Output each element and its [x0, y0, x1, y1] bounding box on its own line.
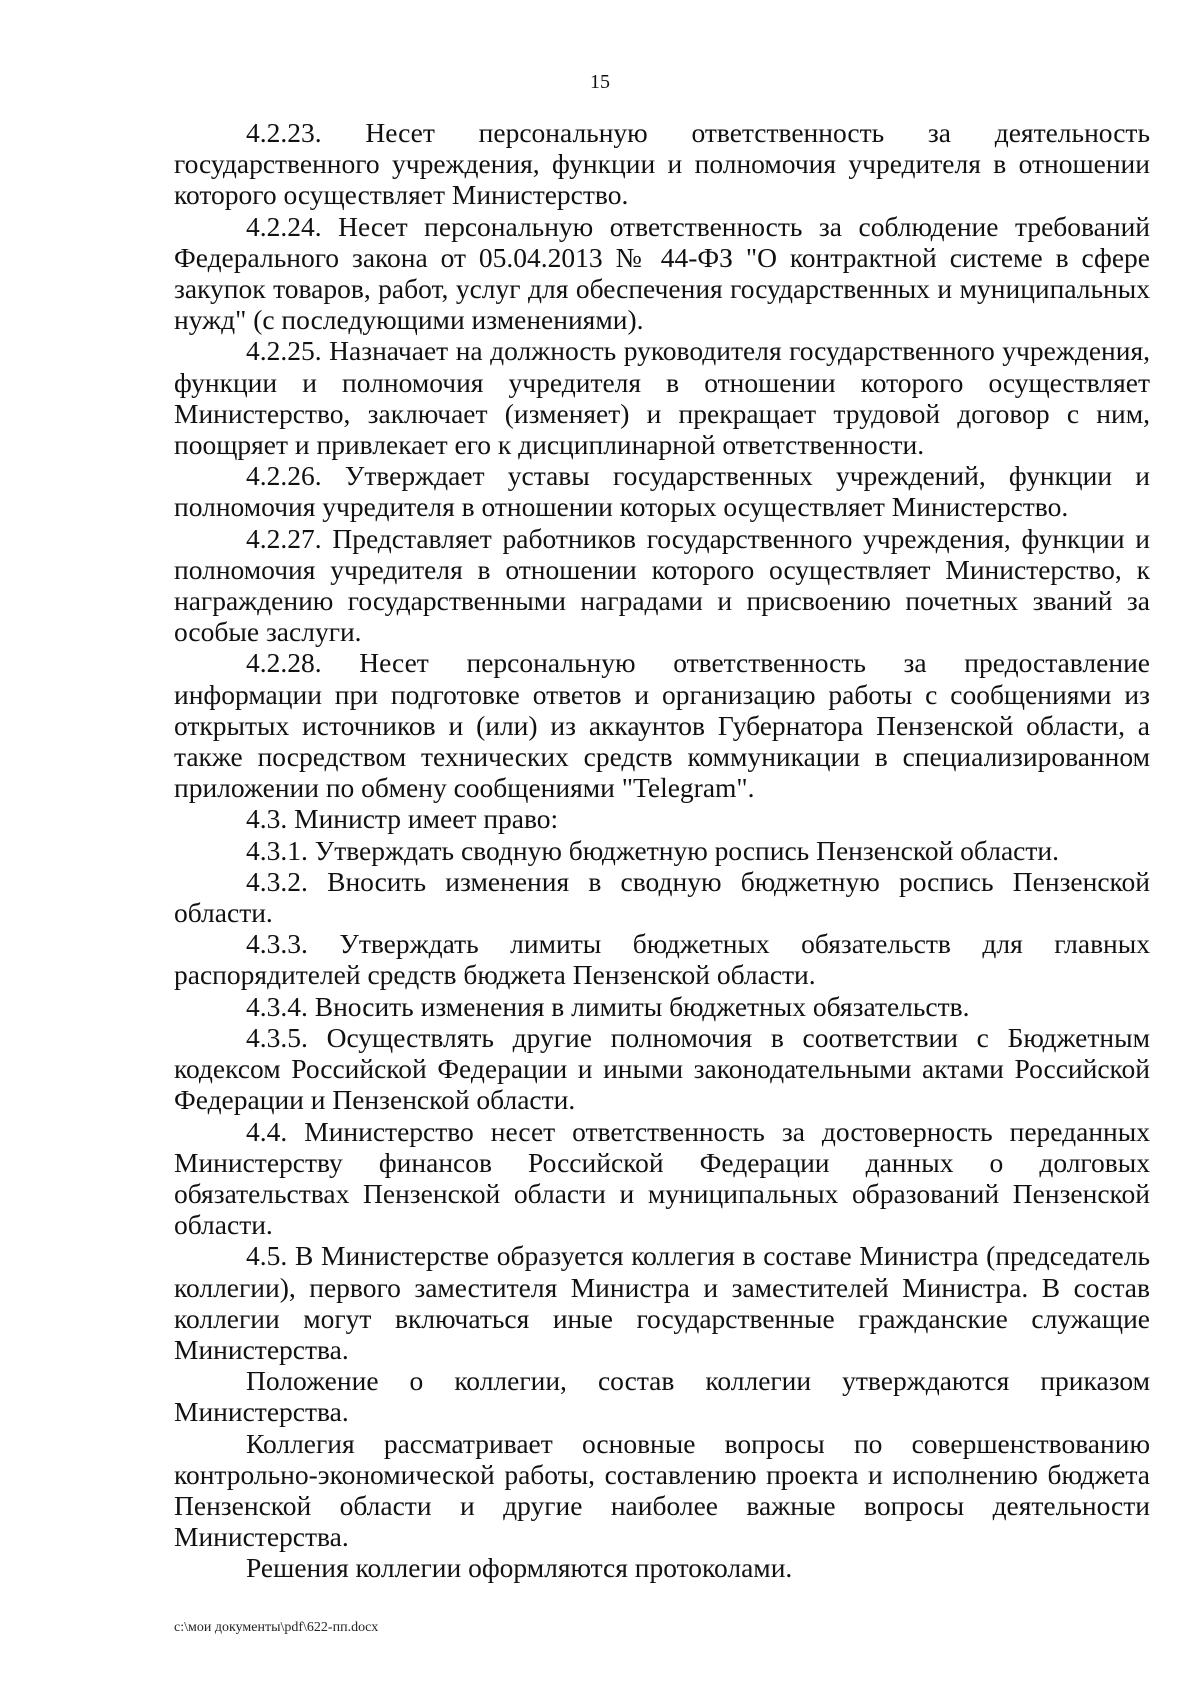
- paragraph-collegium-scope: Коллегия рассматривает основные вопросы по совершенствованию контрольно-экономической работы, составлению проекта и исполнению бюджета Пензенской области и другие наиболее важные вопросы деятельности Министерства.: [174, 1427, 1150, 1553]
- paragraph-4-2-26: 4.2.26. Утверждает уставы государственных учреждений, функции и полномочия учредителя в отношении которых осуществляет Министерство.: [174, 460, 1150, 523]
- paragraph-4-3-3: 4.3.3. Утверждать лимиты бюджетных обязательств для главных распорядителей средств бюджета Пензенской области.: [174, 928, 1150, 991]
- paragraph-collegium-regulation: Положение о коллегии, состав коллегии утверждаются приказом Министерства.: [174, 1365, 1150, 1428]
- paragraph-4-5: 4.5. В Министерстве образуется коллегия в составе Министра (председатель коллегии), первого заместителя Министра и заместителей Министра. В состав коллегии могут включаться иные государственные гражданские служащие Министерства.: [174, 1240, 1150, 1365]
- document-body: [174, 117, 1150, 1584]
- paragraph-4-2-28: 4.2.28. Несет персональную ответственность за предоставление информации при подготовке ответов и организацию работы с сообщениями из открытых источников и (или) из аккаунтов Губернатора Пензенской области, а также посредством технических средств коммуникации в специализированном приложении по обмену сообщениями "Telegram".: [174, 647, 1150, 804]
- paragraph-4-3: 4.3. Министр имеет право:: [246, 803, 559, 835]
- paragraph-4-2-24: 4.2.24. Несет персональную ответственность за соблюдение требований Федерального закона от 05.04.2013 № 44-ФЗ "О контрактной системе в сфере закупок товаров, работ, услуг для обеспечения государственных и муниципальных нужд" (с последующими изменениями).: [174, 210, 1150, 336]
- paragraph-4-2-27: 4.2.27. Представляет работников государственного учреждения, функции и полномочия учредителя в отношении которого осуществляет Министерство, к награждению государственными наградами и присвоению почетных званий за особые заслуги.: [174, 522, 1150, 648]
- paragraph-4-3-4: 4.3.4. Вносить изменения в лимиты бюджетных обязательств.: [246, 990, 970, 1022]
- paragraph-4-2-23: 4.2.23. Несет персональную ответственность за деятельность государственного учреждения, функции и полномочия учредителя в отношении которого осуществляет Министерство.: [174, 117, 1150, 211]
- paragraph-4-3-5: 4.3.5. Осуществлять другие полномочия в соответствии с Бюджетным кодексом Российской Федерации и иными законодательными актами Российской Федерации и Пензенской области.: [174, 1021, 1150, 1116]
- paragraph-4-3-2: 4.3.2. Вносить изменения в сводную бюджетную роспись Пензенской области.: [174, 865, 1150, 929]
- paragraph-4-3-1: 4.3.1. Утверждать сводную бюджетную роспись Пензенской области.: [246, 834, 1059, 866]
- paragraph-4-4: 4.4. Министерство несет ответственность за достоверность переданных Министерству финансов Российской Федерации данных о долговых обязательствах Пензенской области и муниципальных образований Пензенской области.: [174, 1115, 1150, 1241]
- footer-file-path: c:\мои документы\pdf\622-пп.docx: [174, 1620, 379, 1635]
- page-number: 15: [590, 71, 610, 93]
- paragraph-4-2-25: 4.2.25. Назначает на должность руководителя государственного учреждения, функции и полномочия учредителя в отношении которого осуществляет Министерство, заключает (изменяет) и прекращает трудовой договор с ним, поощряет и привлекает его к дисциплинарной ответственности.: [174, 335, 1150, 461]
- paragraph-collegium-decisions: Решения коллегии оформляются протоколами.: [246, 1552, 793, 1584]
